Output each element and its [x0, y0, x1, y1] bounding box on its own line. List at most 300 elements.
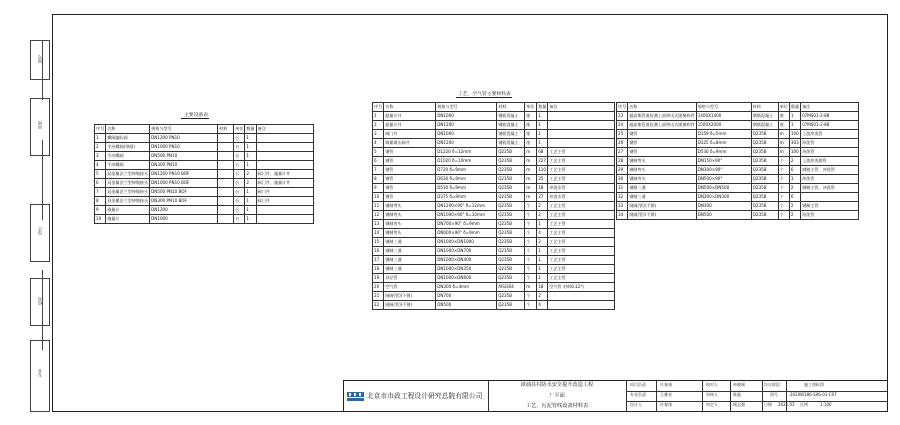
table-cell: 双金属法兰型伸缩接头	[106, 170, 150, 179]
role-name: 许春康	[660, 382, 672, 387]
table-cell: 20	[373, 283, 384, 292]
table-cell: 18	[537, 184, 548, 193]
table-cell: 17	[373, 256, 384, 265]
table-cell: 1	[245, 188, 256, 197]
table-cell	[801, 193, 859, 202]
table-cell: 工艺主管	[548, 256, 615, 265]
table-row	[617, 139, 859, 148]
table-cell: 1	[537, 121, 548, 130]
table-cell: 座	[525, 130, 537, 139]
table-row	[373, 130, 615, 139]
table-cell: 1	[245, 197, 256, 206]
table-cell: Q235B	[497, 193, 525, 202]
tb-divider	[786, 381, 787, 412]
table-cell: 钢管	[384, 148, 436, 157]
table-cell: m	[525, 157, 537, 166]
table-cell: Q235B	[751, 130, 778, 139]
table-cell	[256, 161, 314, 170]
column-header: 数量	[789, 103, 800, 112]
tb-divider	[762, 381, 763, 412]
table-cell: DN1000 PN10	[150, 143, 218, 152]
table-cell: 钢筋混凝土	[497, 139, 525, 148]
table-cell: 25	[537, 175, 548, 184]
role-label: 专业负责	[630, 392, 646, 397]
table-cell: 18	[373, 265, 384, 274]
table-cell: 6	[789, 193, 800, 202]
table-cell	[218, 188, 234, 197]
column-header: 单位	[525, 103, 537, 112]
table-cell: 座	[778, 112, 789, 121]
table-cell	[218, 197, 234, 206]
table-cell: DN500 PN10	[150, 152, 218, 161]
table-row	[95, 206, 314, 215]
table-cell: 1	[537, 247, 548, 256]
table-cell: 4	[537, 229, 548, 238]
table-row	[617, 148, 859, 157]
table-cell: 3	[373, 130, 384, 139]
table-cell: 钢筋混凝土	[497, 130, 525, 139]
table-cell: m	[525, 283, 537, 292]
table-cell: DN150×90°	[696, 157, 751, 166]
table-header-row	[373, 103, 615, 112]
table-cell: D159 δ=5mm	[696, 130, 751, 139]
table-cell: 个	[778, 202, 789, 211]
table-cell: DN1000×90° δ=10mm	[436, 211, 497, 220]
table-cell: DN1000×DN400	[436, 256, 497, 265]
table-cell: 22	[373, 301, 384, 310]
table-cell: 工艺主管	[548, 220, 615, 229]
table-cell: 阀门井	[256, 188, 314, 197]
table-cell: 台	[234, 197, 245, 206]
table-row	[373, 256, 615, 265]
table-cell: 工艺主管	[548, 274, 615, 283]
table-cell: Q235B	[497, 157, 525, 166]
table-cell: 阀门井	[384, 130, 436, 139]
table-cell: 个	[525, 247, 537, 256]
title-underline	[181, 118, 209, 119]
column-header: 名称	[384, 103, 436, 112]
table-cell: Q235B	[497, 229, 525, 238]
table-cell: DN1200×90° δ=12mm	[436, 202, 497, 211]
table-cell: 手动蝶阀	[106, 161, 150, 170]
table-cell: 1	[789, 112, 800, 121]
margin-cell	[30, 278, 50, 326]
table-cell: 34	[617, 211, 628, 220]
table-cell: 冲洗水管	[548, 184, 615, 193]
table-cell: 超高集管道检测上部带出式爬梯构件	[628, 112, 697, 121]
role-label: 审定人	[706, 402, 718, 407]
role-label: 设计人	[630, 402, 642, 407]
table-cell: 15	[373, 238, 384, 247]
table-row	[617, 184, 859, 193]
table-row	[373, 202, 615, 211]
equipment-table-title: 主要设备表	[184, 113, 208, 118]
table-row	[373, 274, 615, 283]
table-cell: 钢制主管、冲洗管	[801, 166, 859, 175]
table-cell: 闸阀(管)(不锈)	[628, 202, 697, 211]
table-cell: 2	[537, 211, 548, 220]
table-cell: 钢制三通	[384, 265, 436, 274]
table-cell: 座	[525, 112, 537, 121]
table-cell: DN1000×DN350	[436, 265, 497, 274]
table-cell: 阀门井	[256, 197, 314, 206]
table-cell: DN300 PN10	[150, 161, 218, 170]
table-cell: 钢筋混凝土	[497, 112, 525, 121]
table-cell: 钢管	[384, 184, 436, 193]
table-cell: DN300×DN300	[696, 193, 751, 202]
table-cell: 4	[95, 161, 106, 170]
table-cell: 调蓄调压阀井	[384, 139, 436, 148]
table-cell: 钢制弯头	[628, 166, 697, 175]
table-cell: 6	[789, 166, 800, 175]
table-cell: DN1000	[150, 215, 218, 224]
table-cell: 工艺主管	[548, 247, 615, 256]
table-cell: 31	[617, 184, 628, 193]
table-cell: m	[778, 148, 789, 157]
table-row	[617, 166, 859, 175]
column-header: 材料	[218, 125, 234, 134]
pipe-table-title: 工艺、空气管主要材料表	[458, 92, 511, 97]
table-cell: 座	[525, 121, 537, 130]
table-cell: 14	[373, 229, 384, 238]
table-cell: Q235B	[751, 148, 778, 157]
table-cell: 钢制主管、冲洗管	[801, 184, 859, 193]
table-cell: 钢制弯头	[384, 220, 436, 229]
equipment-table	[94, 124, 314, 224]
table-cell: 个	[525, 274, 537, 283]
table-cell: 1	[245, 143, 256, 152]
table-cell: 空气管	[384, 283, 436, 292]
table-cell: 10	[95, 215, 106, 224]
table-cell: Q235B	[751, 157, 778, 166]
table-cell: 12	[373, 211, 384, 220]
table-cell: 100	[789, 148, 800, 157]
margin-cell	[30, 98, 50, 156]
column-header: 单位	[234, 125, 245, 134]
tb-divider	[702, 381, 703, 412]
table-cell: DN300×90°	[696, 166, 751, 175]
table-cell: 钢管	[628, 139, 697, 148]
table-cell: 19	[373, 274, 384, 283]
table-row	[95, 170, 314, 179]
table-cell: 2	[537, 292, 548, 301]
table-cell: 空气管 材料0.12气	[548, 283, 615, 292]
table-header-row	[617, 103, 859, 112]
table-cell: 110	[537, 166, 548, 175]
table-row	[373, 175, 615, 184]
table-cell: Q235B	[497, 148, 525, 157]
table-cell: DN1000×DN600	[436, 274, 497, 283]
table-row	[373, 157, 615, 166]
table-cell: 台	[234, 143, 245, 152]
table-cell: 2	[789, 211, 800, 220]
table-cell: 台	[234, 188, 245, 197]
table-cell: 钢制三通	[384, 256, 436, 265]
table-cell: 个	[778, 184, 789, 193]
table-cell: D530 δ=9mm	[436, 184, 497, 193]
table-cell	[256, 143, 314, 152]
role-name: 单晓刚	[733, 382, 745, 387]
table-cell: DN700×90° δ=9mm	[436, 220, 497, 229]
table-cell: 68	[537, 148, 548, 157]
table-cell: 1	[245, 134, 256, 143]
table-cell: DN500×90°	[696, 175, 751, 184]
table-cell: 2	[537, 202, 548, 211]
table-cell: 冲洗管	[801, 148, 859, 157]
table-cell: Q235B	[751, 166, 778, 175]
column-header: 名称	[628, 103, 697, 112]
table-cell: DN1200	[436, 139, 497, 148]
table-cell: DN300	[696, 202, 751, 211]
table-cell: 工艺主管	[548, 229, 615, 238]
table-cell: 闸阀(管)(不锈)	[384, 301, 436, 310]
table-cell: D530 δ=9mm	[696, 148, 751, 157]
role-label: 项目负责	[630, 382, 646, 387]
table-cell: 钢制三通	[628, 193, 697, 202]
drawing-no-label: 图号	[770, 392, 778, 397]
table-header-row	[95, 125, 314, 134]
table-row	[373, 220, 615, 229]
scale-label: 比例	[800, 402, 808, 407]
table-cell: 上游冲洗排管	[801, 157, 859, 166]
table-row	[373, 184, 615, 193]
table-cell: 18	[537, 283, 548, 292]
table-cell: 个	[525, 301, 537, 310]
drawing-area: 厂平面	[549, 393, 565, 399]
table-cell: 303	[789, 139, 800, 148]
table-cell: 台	[234, 206, 245, 215]
table-row	[373, 139, 615, 148]
table-cell: 2	[789, 184, 800, 193]
table-cell: 超量计井	[384, 121, 436, 130]
table-cell: 26	[617, 139, 628, 148]
table-cell: 10	[373, 193, 384, 202]
table-cell: 2	[245, 179, 256, 188]
table-cell: 工艺主管	[548, 157, 615, 166]
pipe-table-right	[616, 102, 859, 220]
table-cell: Q235B	[751, 175, 778, 184]
table-cell: 阀门井、施量计井	[256, 179, 314, 188]
table-row	[373, 283, 615, 292]
company-logo	[346, 389, 365, 403]
table-cell: 个	[525, 202, 537, 211]
title-underline	[456, 97, 512, 98]
table-cell: Q235B	[497, 166, 525, 175]
role-name: 顾志强	[733, 402, 745, 407]
table-cell: DN700	[436, 292, 497, 301]
table-cell: Q235B	[497, 247, 525, 256]
project-name: 漳浦县村防水安全提升改造工程	[520, 382, 594, 388]
table-row	[617, 202, 859, 211]
table-cell: DN1200 PN10	[150, 134, 218, 143]
table-cell	[256, 215, 314, 224]
table-cell: 4	[373, 139, 384, 148]
margin-label: 校对	[37, 297, 42, 305]
binding-margin	[30, 40, 52, 412]
table-row	[373, 238, 615, 247]
table-cell: 1	[537, 256, 548, 265]
table-cell: DN1000	[436, 130, 497, 139]
table-cell: 32	[617, 193, 628, 202]
table-cell: 1	[537, 112, 548, 121]
column-header: 单位	[778, 103, 789, 112]
table-cell: 闸阀(管)(不锈)	[384, 292, 436, 301]
table-cell: DN500 PN10 BOF	[150, 188, 218, 197]
table-cell: Q235B	[497, 238, 525, 247]
table-cell: DN300 PN10 BOF	[150, 197, 218, 206]
margin-label: 专业	[37, 369, 42, 377]
table-cell: 1	[537, 220, 548, 229]
table-cell: DN1200	[150, 206, 218, 215]
table-cell	[256, 134, 314, 143]
column-header: 规格与型号	[696, 103, 751, 112]
table-cell: 3	[95, 152, 106, 161]
table-cell: 个	[525, 265, 537, 274]
table-cell: m	[525, 148, 537, 157]
table-cell	[548, 130, 615, 139]
table-cell: 07MS01-2-88	[801, 121, 859, 130]
column-header: 序号	[617, 103, 628, 112]
table-cell	[218, 179, 234, 188]
column-header: 备注	[801, 103, 859, 112]
table-cell: D1020 δ=10mm	[436, 157, 497, 166]
table-cell: 1400X1400	[696, 112, 751, 121]
column-header: 规格与型号	[436, 103, 497, 112]
margin-divider	[42, 270, 45, 350]
table-row	[373, 166, 615, 175]
date-value: 2021.01	[778, 402, 795, 407]
table-row	[373, 211, 615, 220]
table-cell: 工艺主管	[548, 166, 615, 175]
table-cell: 9	[373, 184, 384, 193]
table-cell: 28	[617, 157, 628, 166]
table-cell: 07MS01-2-88	[801, 112, 859, 121]
table-cell: 29	[617, 166, 628, 175]
table-cell: 钢管	[384, 166, 436, 175]
table-cell	[548, 139, 615, 148]
table-cell: 冲洗管	[801, 139, 859, 148]
table-cell: 9	[95, 206, 106, 215]
table-row	[373, 229, 615, 238]
table-cell: D720 δ=9mm	[436, 166, 497, 175]
table-cell: 5	[373, 148, 384, 157]
table-row	[617, 175, 859, 184]
table-cell: 4	[537, 301, 548, 310]
table-cell: 个	[778, 211, 789, 220]
table-cell: 7	[373, 166, 384, 175]
table-cell: 双金属法兰型伸缩接头	[106, 188, 150, 197]
table-cell: 1	[245, 152, 256, 161]
table-cell: 钢制三通	[384, 247, 436, 256]
table-cell: 2	[789, 202, 800, 211]
table-cell: 钢制三通	[384, 238, 436, 247]
table-cell: Q235B	[751, 184, 778, 193]
table-row	[95, 188, 314, 197]
table-cell: 座	[525, 139, 537, 148]
table-row	[95, 179, 314, 188]
table-cell	[218, 215, 234, 224]
drawing-no-value: 2020W186-S06-01-C07	[790, 392, 837, 397]
table-cell: 1	[245, 161, 256, 170]
table-cell: 6	[373, 157, 384, 166]
table-row	[373, 292, 615, 301]
table-cell: 钢筋混凝土	[751, 121, 778, 130]
table-cell	[548, 121, 615, 130]
table-cell: 台	[234, 170, 245, 179]
table-cell: 个	[525, 238, 537, 247]
table-cell: 台	[234, 215, 245, 224]
table-cell: DN1000×DN700	[436, 247, 497, 256]
column-header: 序号	[373, 103, 384, 112]
table-cell: 6	[95, 179, 106, 188]
table-row	[95, 215, 314, 224]
table-cell: 2	[373, 121, 384, 130]
table-cell: 工艺主管	[548, 202, 615, 211]
date-label: 日期	[764, 402, 772, 407]
table-cell: 工艺主管	[548, 148, 615, 157]
table-cell: 个	[525, 220, 537, 229]
table-cell: 个	[778, 193, 789, 202]
table-cell: 钢制弯头	[384, 229, 436, 238]
table-cell: 1	[245, 215, 256, 224]
tb-divider	[626, 381, 627, 412]
margin-cell	[30, 204, 50, 262]
margin-label: 图号	[37, 55, 42, 63]
table-cell: 8	[95, 197, 106, 206]
table-cell: 个	[525, 211, 537, 220]
table-cell: m	[525, 166, 537, 175]
table-cell: m	[525, 184, 537, 193]
table-cell: 1500X2000	[696, 121, 751, 130]
table-row	[95, 143, 314, 152]
role-name: 陈磊	[733, 392, 741, 397]
tb-divider	[656, 381, 657, 412]
table-cell: 钢制弯头	[384, 211, 436, 220]
table-cell: DN1200	[436, 121, 497, 130]
table-row	[373, 148, 615, 157]
table-row	[95, 152, 314, 161]
table-row	[617, 193, 859, 202]
table-cell: 5	[95, 170, 106, 179]
table-cell: Q235B	[497, 274, 525, 283]
table-cell: DN500	[436, 301, 497, 310]
table-row	[373, 112, 615, 121]
table-cell	[218, 134, 234, 143]
table-cell: 1	[373, 112, 384, 121]
table-cell	[256, 152, 314, 161]
table-row	[373, 121, 615, 130]
table-cell: Q235B	[751, 193, 778, 202]
table-cell: 台	[234, 179, 245, 188]
margin-label: 审核	[37, 121, 42, 129]
margin-cell	[30, 40, 50, 80]
table-cell: 24	[617, 121, 628, 130]
table-row	[617, 211, 859, 220]
table-cell: 台	[234, 134, 245, 143]
table-row	[617, 112, 859, 121]
tb-divider	[730, 381, 731, 412]
table-cell	[548, 301, 615, 310]
table-cell: D375 δ=9mm	[436, 193, 497, 202]
column-header: 规格与型号	[150, 125, 218, 134]
table-cell: 异径管	[384, 274, 436, 283]
table-cell: Q235B	[497, 256, 525, 265]
table-cell: 3	[789, 175, 800, 184]
table-row	[617, 130, 859, 139]
table-cell: 个	[525, 229, 537, 238]
table-cell: 100	[789, 130, 800, 139]
table-cell: DN500	[696, 211, 751, 220]
